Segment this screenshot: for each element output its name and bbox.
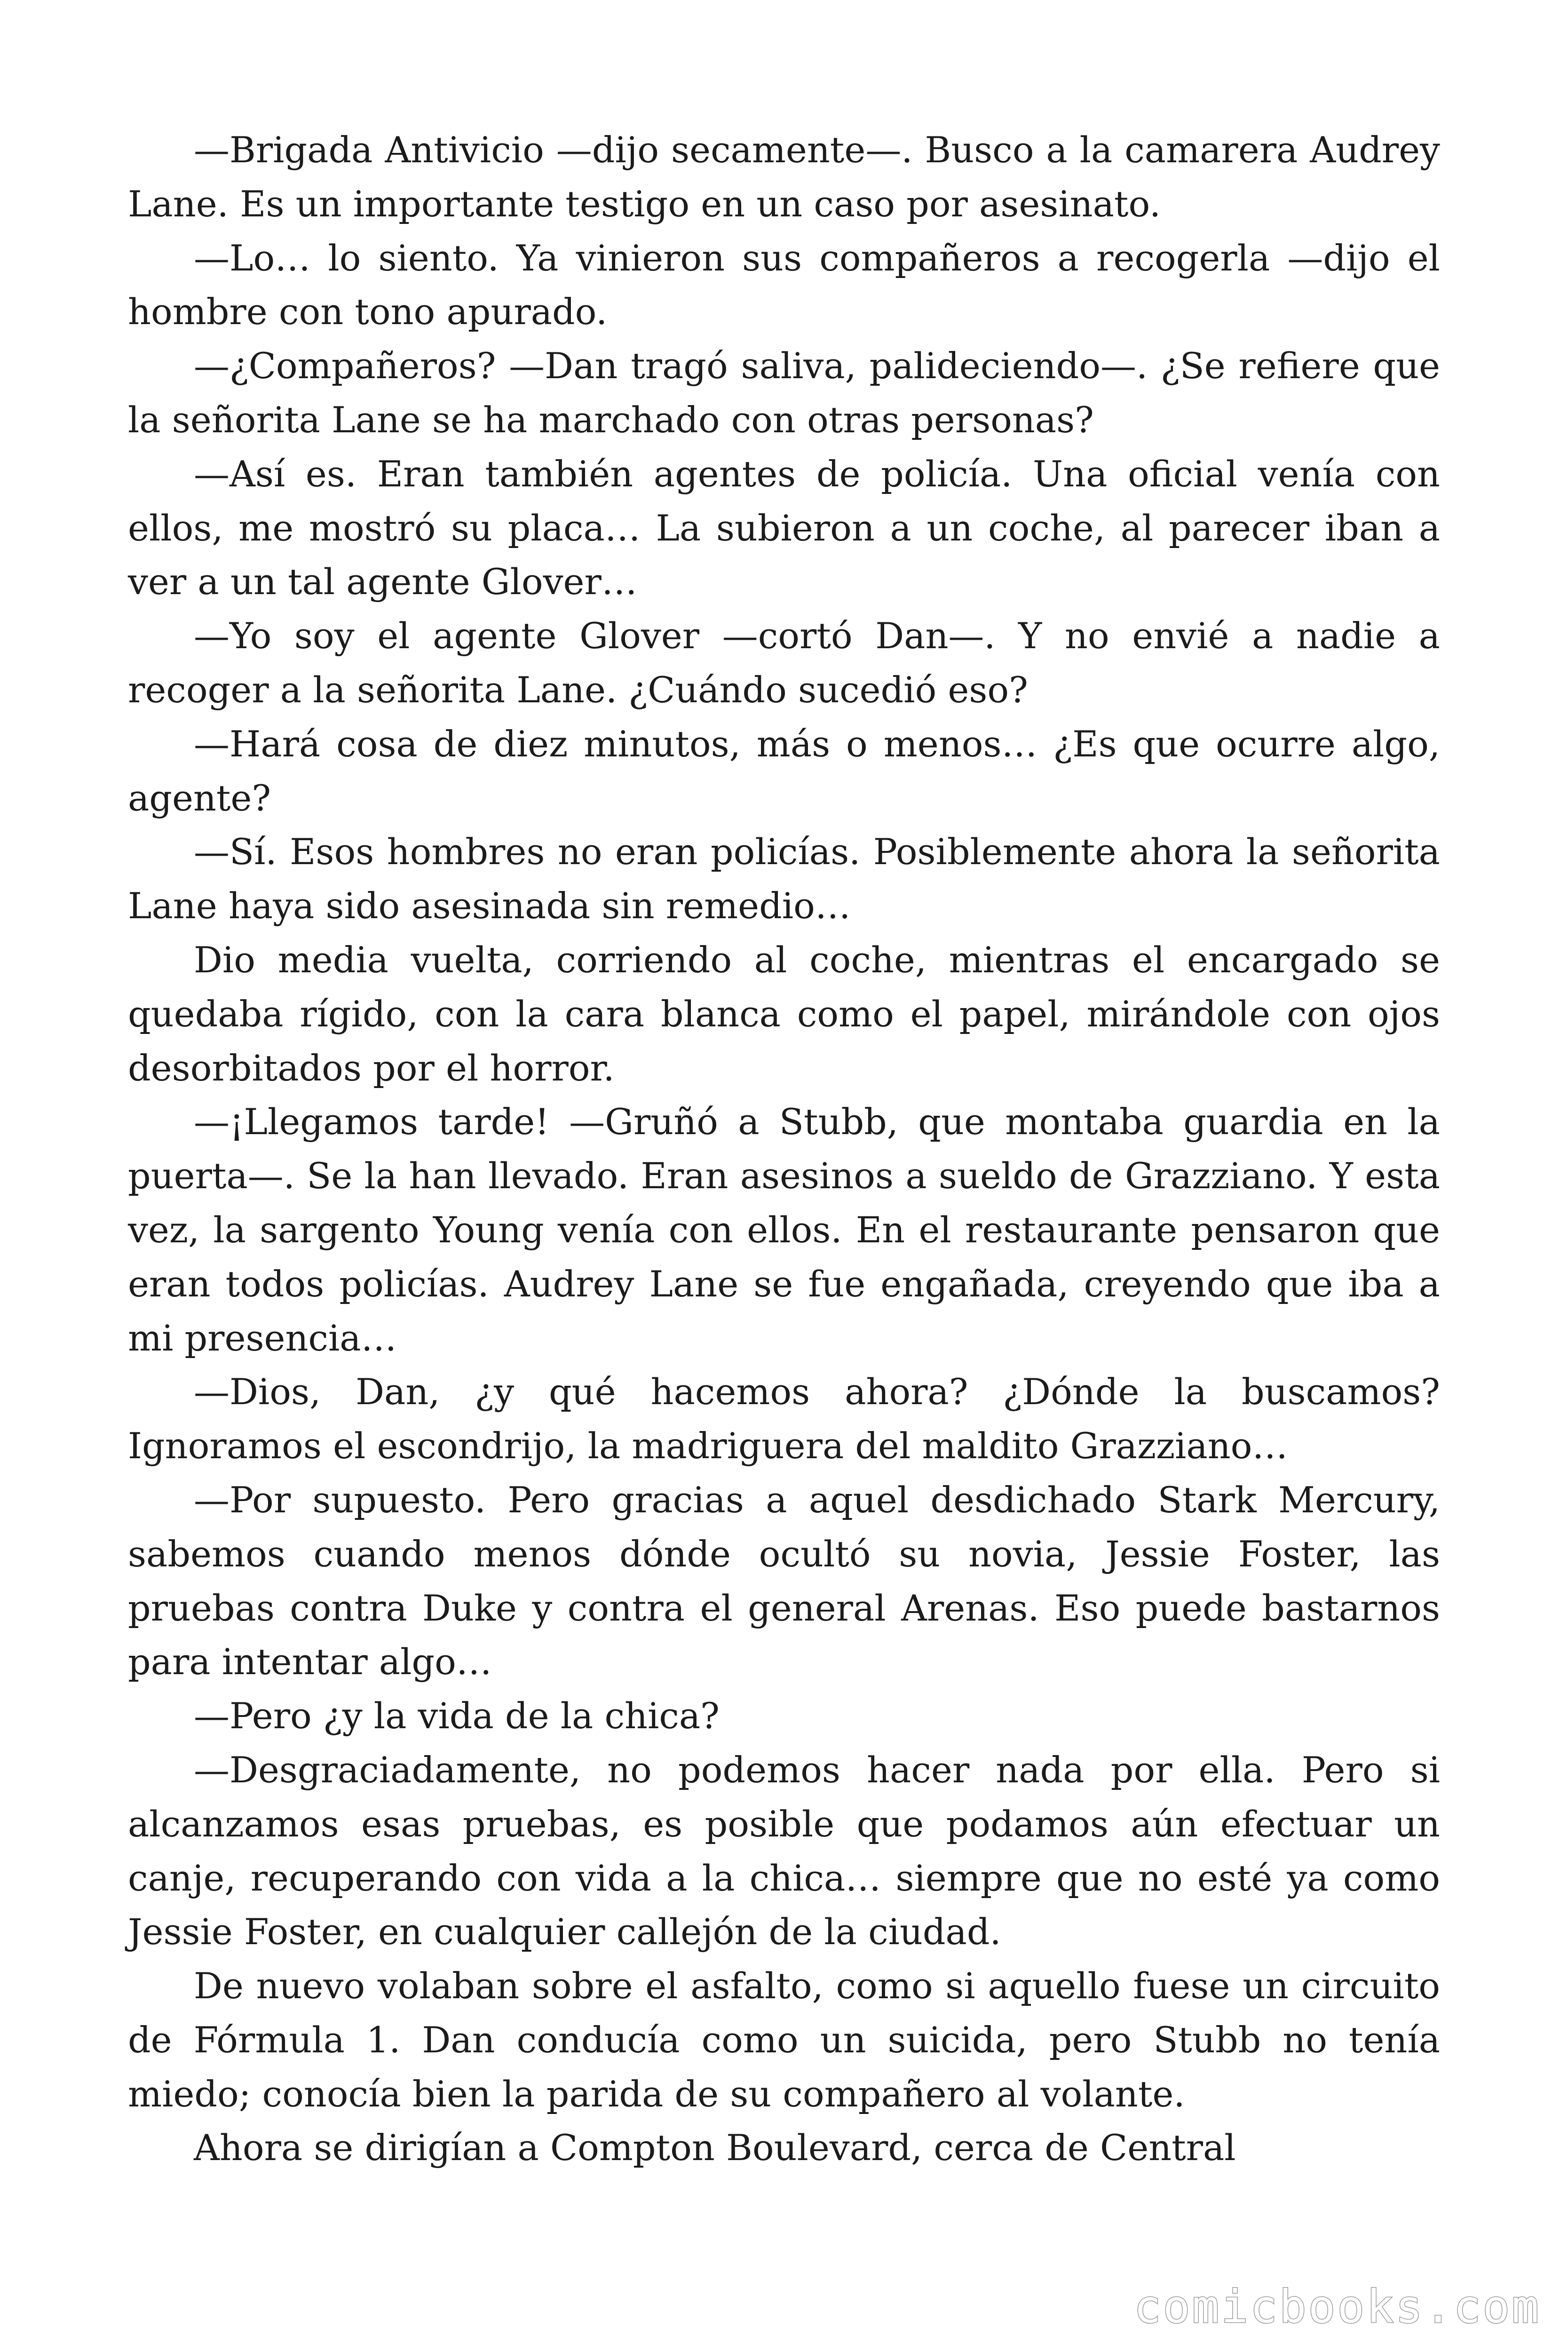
paragraph-8: Dio media vuelta, corriendo al coche, mientras el encargado se quedaba rígido, con la cara blanca como el papel, mirándole con ojos desorbitados por el horror.	[128, 938, 1440, 1089]
paragraph-11: —Por supuesto. Pero gracias a aquel desdichado Stark Mercury, sabemos cuando menos dónde ocultó su novia, Jessie Foster, las pruebas contra Duke y contra el general Arenas. Eso puede bastarnos para intentar algo…	[128, 1478, 1440, 1683]
paragraph-7: —Sí. Esos hombres no eran policías. Posiblemente ahora la señorita Lane haya sido asesinada sin remedio…	[128, 831, 1440, 927]
paragraph-9: —¡Llegamos tarde! —Gruñó a Stubb, que montaba guardia en la puerta—. Se la han llevado. Eran asesinos a sueldo de Grazziano. Y esta vez, la sargento Young venía con ellos. En el restaurante pensaron que eran todos policías. Audrey Lane se fue engañada, creyendo que iba a mi presencia…	[128, 1101, 1440, 1359]
page-text	[128, 123, 1440, 2175]
paragraph-10: —Dios, Dan, ¿y qué hacemos ahora? ¿Dónde la buscamos? Ignoramos el escondrijo, la madriguera del maldito Grazziano…	[128, 1371, 1440, 1467]
watermark-logo: comicbooks.com	[1133, 2280, 1541, 2333]
paragraph-6: —Hará cosa de diez minutos, más o menos… ¿Es que ocurre algo, agente?	[128, 723, 1440, 819]
paragraph-13: —Desgraciadamente, no podemos hacer nada por ella. Pero si alcanzamos esas pruebas, es posible que podamos aún efectuar un canje, recuperando con vida a la chica… siempre que no esté ya como Jessie Foster, en cualquier callejón de la ciudad.	[128, 1748, 1440, 1953]
paragraph-15: Ahora se dirigían a Compton Boulevard, cerca de Central	[194, 2127, 1236, 2169]
paragraph-12: —Pero ¿y la vida de la chica?	[194, 1695, 720, 1737]
paragraph-4: —Así es. Eran también agentes de policía. Una oficial venía con ellos, me mostró su placa… La subieron a un coche, al parecer iban a ver a un tal agente Glover…	[128, 453, 1440, 603]
paragraph-1: —Brigada Antivicio —dijo secamente—. Busco a la camarera Audrey Lane. Es un importante testigo en un caso por asesinato.	[128, 129, 1440, 225]
paragraph-2: —Lo… lo siento. Ya vinieron sus compañeros a recogerla —dijo el hombre con tono apurado.	[128, 237, 1440, 333]
paragraph-5: —Yo soy el agente Glover —cortó Dan—. Y no envié a nadie a recoger a la señorita Lane. ¿Cuándo sucedió eso?	[128, 615, 1440, 711]
paragraph-14: De nuevo volaban sobre el asfalto, como si aquello fuese un circuito de Fórmula 1. Dan conducía como un suicida, pero Stubb no tenía miedo; conocía bien la parida de su compañero al volante.	[128, 1965, 1440, 2115]
paragraph-3: —¿Compañeros? —Dan tragó saliva, palideciendo—. ¿Se refiere que la señorita Lane se ha marchado con otras personas?	[128, 345, 1440, 441]
